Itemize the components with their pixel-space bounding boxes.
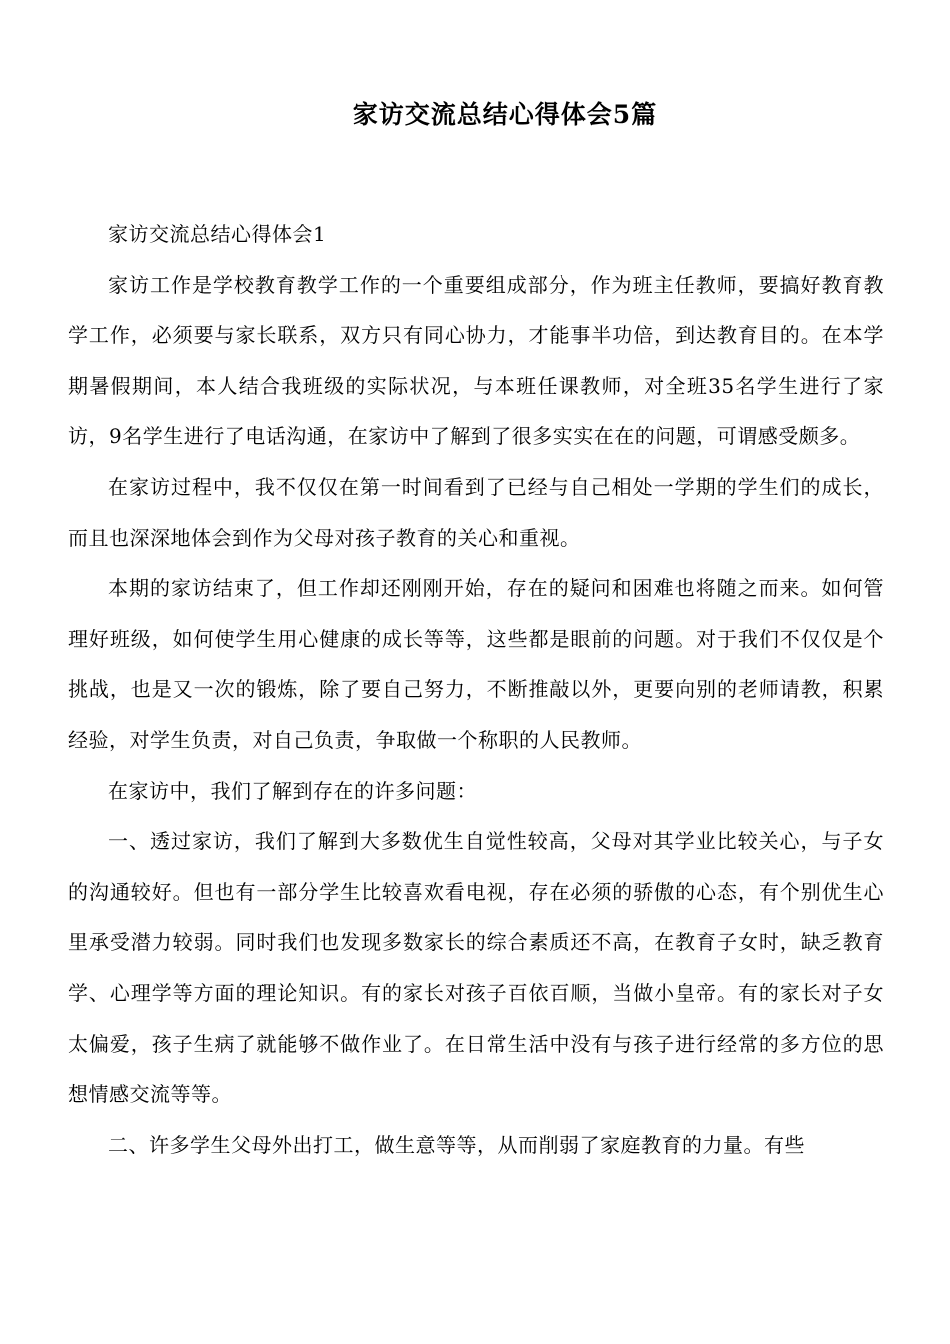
paragraph: 在家访过程中，我不仅仅在第一时间看到了已经与自己相处一学期的学生们的成长，而且也深深地体会到作为父母对孩子教育的关心和重视。 bbox=[68, 474, 884, 550]
paragraph: 二、许多学生父母外出打工，做生意等等，从而削弱了家庭教育的力量。有些 bbox=[108, 1132, 805, 1157]
paragraph: 本期的家访结束了，但工作却还刚刚开始，存在的疑问和困难也将随之而来。如何管理好班级，如何使学生用心健康的成长等等，这些都是眼前的问题。对于我们不仅仅是个挑战，也是又一次的锻炼，除了要自己努力，不断推敲以外，更要向别的老师请教，积累经验，对学生负责，对自己负责，争取做一个称职的人民教师。 bbox=[68, 576, 884, 752]
document-body bbox=[68, 209, 884, 1170]
paragraph: 一、透过家访，我们了解到大多数优生自觉性较高，父母对其学业比较关心，与子女的沟通较好。但也有一部分学生比较喜欢看电视，存在必须的骄傲的心态，有个别优生心里承受潜力较弱。同时我们也发现多数家长的综合素质还不高，在教育子女时，缺乏教育学、心理学等方面的理论知识。有的家长对孩子百依百顺，当做小皇帝。有的家长对子女太偏爱，孩子生病了就能够不做作业了。在日常生活中没有与孩子进行经常的多方位的思想情感交流等等。 bbox=[68, 829, 884, 1107]
paragraph: 家访工作是学校教育教学工作的一个重要组成部分，作为班主任教师，要搞好教育教学工作，必须要与家长联系，双方只有同心协力，才能事半功倍，到达教育目的。在本学期暑假期间，本人结合我班级的实际状况，与本班任课教师，对全班35名学生进行了家访，9名学生进行了电话沟通，在家访中了解到了很多实实在在的问题，可谓感受颇多。 bbox=[68, 272, 884, 449]
document-title: 家访交流总结心得体会5篇 bbox=[352, 100, 658, 129]
section-heading: 家访交流总结心得体会1 bbox=[108, 222, 327, 246]
paragraph: 在家访中，我们了解到存在的许多问题： bbox=[108, 778, 477, 803]
